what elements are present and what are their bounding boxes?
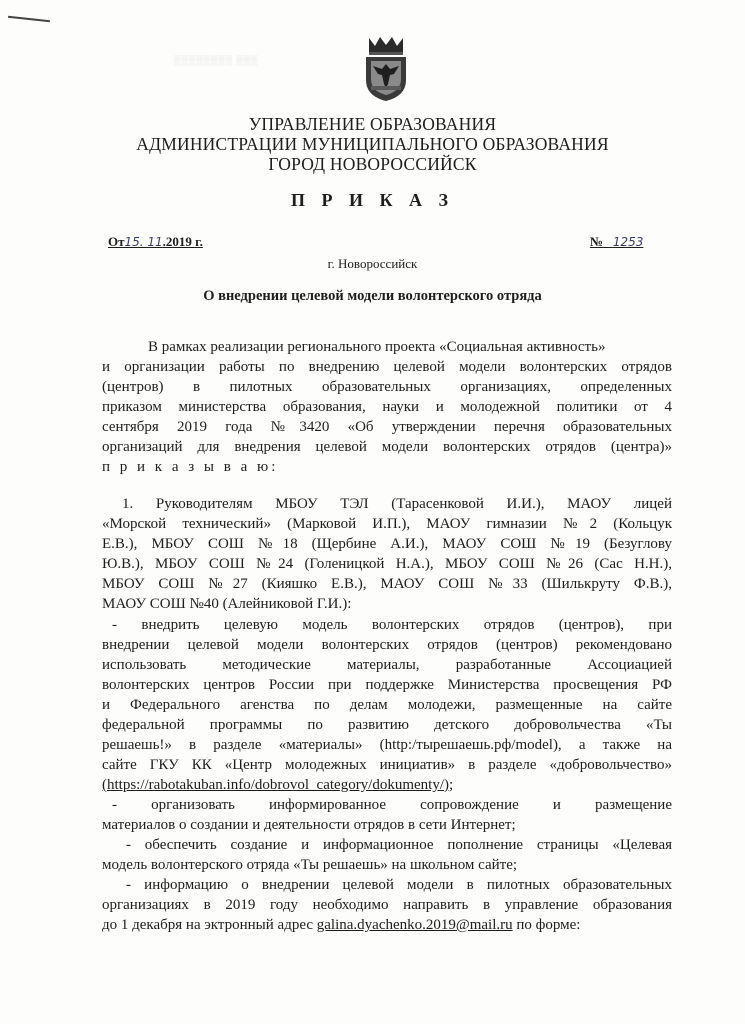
dash-item-line: - информацию о внедрении целевой модели в пилотных образовательных (126, 877, 672, 893)
item-line: Ю.В.), МБОУ СОШ №24 (Голеницкой Н.А.), МБОУ СОШ №26 (Сас Н.Н.), (102, 556, 672, 572)
item-line: МАОУ СОШ №40 (Алейниковой Г.И.): (102, 596, 352, 612)
dash-item-line: сайте ГКУ КК «Центр молодежных инициатив» в разделе «добровольчество» (102, 757, 672, 773)
coat-of-arms-emblem (361, 36, 411, 102)
dash-item-line: модель волонтерского отряда «Ты решаешь» на школьном сайте; (102, 857, 518, 873)
order-number (590, 234, 643, 250)
body-line: В рамках реализации регионального проекта «Социальная активность» (148, 339, 606, 355)
dash-item-line: - внедрить целевую модель волонтерских отрядов (центров), при (112, 617, 672, 633)
date-suffix: .2019 г. (162, 234, 203, 249)
dash-item-line: материалов о создании и деятельности отрядов в сети Интернет; (102, 817, 516, 833)
order-date (108, 234, 203, 250)
dash-item-line: до 1 декабря на эктронный адрес galina.dyachenko.2019@mail.ru по форме: (102, 917, 581, 933)
dash-item-line: федеральной программы по развитию детского добровольчества «Ты (102, 717, 672, 733)
dash-item-line: использовать методические материалы, разработанные Ассоциацией (102, 657, 672, 673)
body-line: приказом министерства образования, науки и молодежной политики от 4 (102, 399, 672, 415)
date-prefix: От (108, 234, 125, 249)
header-line-1: УПРАВЛЕНИЕ ОБРАЗОВАНИЯ (248, 114, 497, 134)
date-handwritten: 15. 11 (124, 235, 163, 249)
dash-item-line: и Федерального агенства по делам молодежи, размещенные на сайте (102, 697, 672, 713)
header-line-2: АДМИНИСТРАЦИИ МУНИЦИПАЛЬНОГО ОБРАЗОВАНИЯ (136, 134, 609, 154)
item-line: «Морской технический» (Марковой И.П.), МАОУ гимназии №2 (Кольцук (102, 516, 672, 532)
header-line-3: ГОРОД НОВОРОССИЙСК (268, 154, 477, 174)
body-line: и организации работы по внедрению целевой модели волонтерских отрядов (102, 359, 672, 375)
dash-item-line: решаешь!» в разделе «материалы» (http:/тырешаешь.рф/model), а также на (102, 737, 672, 753)
item-line: Е.В.), МБОУ СОШ №18 (Щербине А.И.), МАОУ СОШ №19 (Безуглову (102, 536, 672, 552)
body-line-prikazyvayu: п р и к а з ы в а ю: (102, 459, 279, 475)
city: г. Новороссийск (327, 256, 418, 271)
body-line: (центров) в пилотных образовательных организациях, определенных (102, 379, 672, 395)
dash-item-line: волонтерских центров России при поддержке Министерства просвещения РФ (102, 677, 672, 693)
order-subject: О внедрении целевой модели волонтерского отряда (203, 288, 542, 304)
body-line: организаций для внедрения целевой модели волонтерских отрядов (центра)» (102, 439, 672, 455)
item-line: 1. Руководителям МБОУ ТЭЛ (Тарасенковой И.И.), МАОУ лицей (122, 496, 672, 512)
item-line: МБОУ СОШ №27 (Кияшко Е.В.), МАОУ СОШ №33 (Шилькруту Ф.В.), (102, 576, 672, 592)
dash-item-line: - организовать информированное сопровождение и размещение (112, 797, 672, 813)
document-type: П Р И К А З (290, 190, 455, 210)
body-line: сентября 2019 года №3420 «Об утверждении перечня образовательных (102, 419, 672, 435)
rabotakuban-link[interactable]: (https://rabotakuban.info/dobrovol_category/dokumenty/) (102, 777, 450, 793)
number-prefix: № (590, 234, 604, 249)
dash-item-line: - обеспечить создание и информационное пополнение страницы «Целевая (126, 837, 672, 853)
scan-artifact-line (8, 16, 50, 22)
email-link[interactable]: galina.dyachenko.2019@mail.ru (316, 917, 513, 933)
faint-stamp: ▒▒▒▒▒▒▒▒ ▒▒▒ (174, 55, 259, 65)
dash-item-line: (https://rabotakuban.info/dobrovol_category/dokumenty/); (102, 777, 454, 793)
dash-item-line: организациях в 2019 году необходимо направить в управление образования (102, 897, 672, 913)
number-handwritten: 1253 (612, 235, 644, 249)
dash-item-line: внедрении целевой модели волонтерских отрядов (центров) рекомендовано (102, 637, 672, 653)
